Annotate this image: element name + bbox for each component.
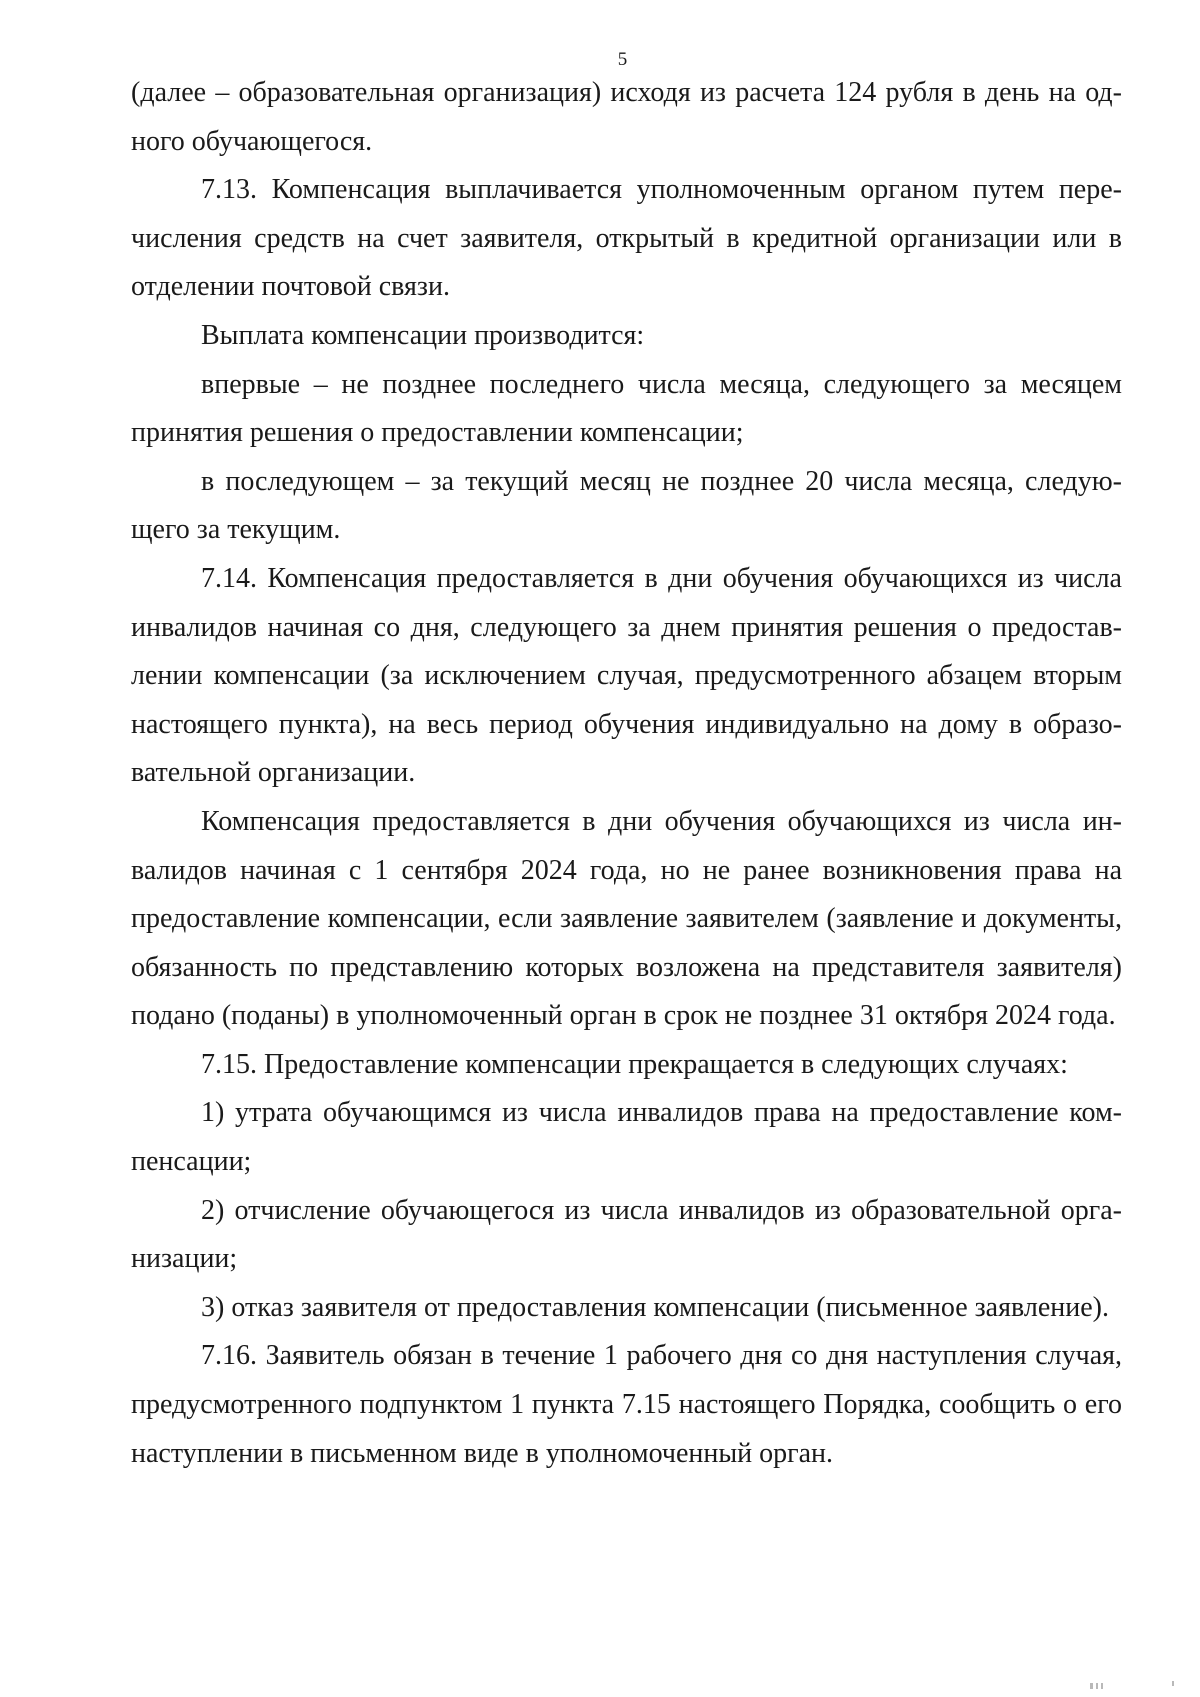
paragraph-payment-subsequent: в последующем – за текущий месяц не позднее 20 числа месяца, следующего за текущим. <box>131 465 1122 546</box>
page-number: 5 <box>617 49 628 70</box>
scan-speck <box>1101 1683 1103 1689</box>
paragraph-7-14: 7.14. Компенсация предоставляется в дни обучения обучающихся из числа инвалидов начиная со дня, следующего за днем принятия решения о предоставлении компенсации (за исключением случая, предусмотренного абзацем вторым настоящего пункта), на весь период обучения индивидуально на дому в образовательной организации. <box>131 562 1122 789</box>
scan-speck <box>1096 1683 1098 1689</box>
list-item-7-15-2: 2) отчисление обучающегося из числа инвалидов из образовательной организации; <box>131 1194 1122 1275</box>
scan-speck <box>1090 1683 1093 1689</box>
document-body <box>131 69 1122 1478</box>
paragraph-continuation: (далее – образовательная организация) исходя из расчета 124 рубля в день на одного обучающегося. <box>131 77 1122 157</box>
paragraph-7-16: 7.16. Заявитель обязан в течение 1 рабочего дня со дня наступления случая, предусмотренного подпунктом 1 пункта 7.15 настоящего Порядка, сообщить о его наступлении в письменном виде в уполномоченный орган. <box>131 1340 1122 1469</box>
paragraph-7-14-second: Компенсация предоставляется в дни обучения обучающихся из числа инвалидов начиная с 1 сентября 2024 года, но не ранее возникновения права на предоставление компенсации, если заявление заявителем (заявление и документы, обязанность по представлению которых возложена на представителя заявителя) подано (поданы) в уполномоченный орган в срок не позднее 31 октября 2024 года. <box>131 805 1122 1032</box>
scan-speck <box>1172 1681 1174 1686</box>
paragraph-7-13: 7.13. Компенсация выплачивается уполномоченным органом путем перечисления средств на счет заявителя, открытый в кредитной организации или в отделении почтовой связи. <box>131 174 1122 303</box>
list-item-7-15-3: 3) отказ заявителя от предоставления компенсации (письменное заявление). <box>201 1291 1109 1323</box>
list-item-7-15-1: 1) утрата обучающимся из числа инвалидов права на предоставление компенсации; <box>131 1097 1122 1178</box>
paragraph-payment-first: впервые – не позднее последнего числа месяца, следующего за месяцем принятия решения о предоставлении компенсации; <box>131 368 1122 449</box>
paragraph-7-15: 7.15. Предоставление компенсации прекращается в следующих случаях: <box>201 1048 1068 1080</box>
paragraph-payment-intro: Выплата компенсации производится: <box>201 319 645 351</box>
